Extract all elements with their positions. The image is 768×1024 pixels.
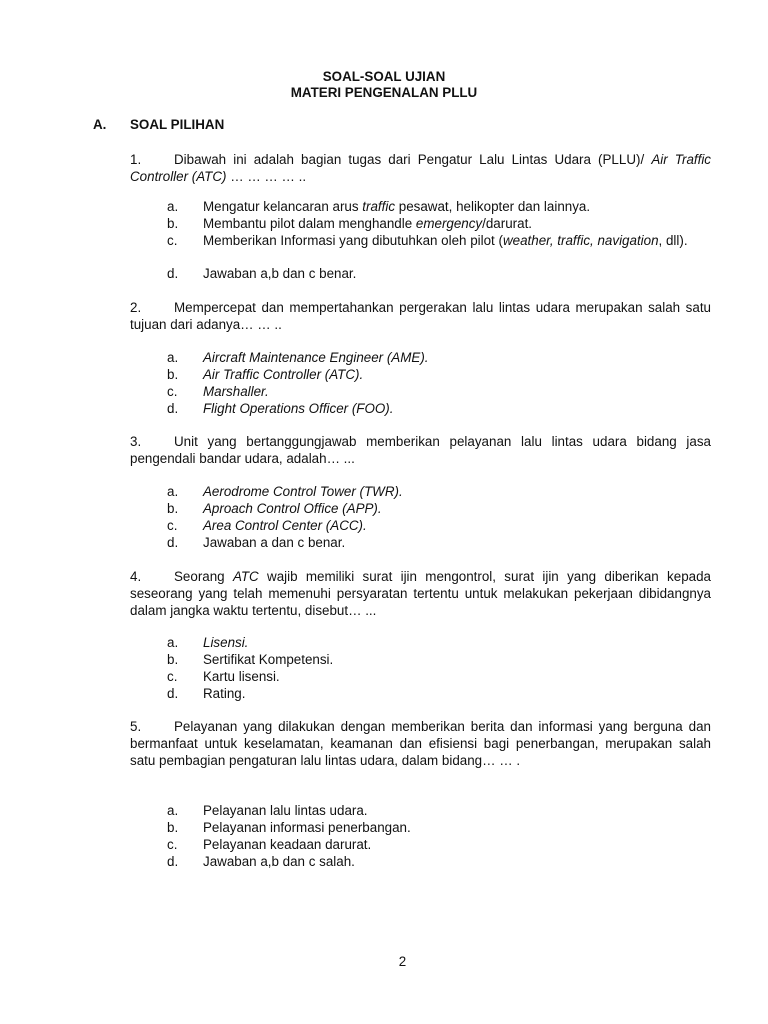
option-text: Mengatur kelancaran arus	[203, 199, 363, 214]
option-letter: c.	[167, 837, 178, 852]
option-5d	[167, 853, 711, 870]
option-text-italic: weather, traffic, navigation	[502, 233, 659, 248]
option-letter: d.	[167, 535, 179, 550]
question-5	[130, 718, 711, 770]
option-text: Rating.	[203, 686, 246, 701]
option-text: Memberikan Informasi yang dibutuhkan oleh pilot (	[203, 233, 503, 248]
question-text: Unit yang bertanggungjawab memberikan pelayanan lalu lintas udara bidang jasa pengendali bandar udara, adalah… ...	[130, 434, 711, 467]
option-text: Marshaller.	[203, 384, 269, 399]
option-letter: d.	[167, 266, 179, 281]
question-number: 5.	[130, 719, 142, 734]
section-letter: A.	[93, 117, 107, 132]
option-letter: c.	[167, 669, 178, 684]
option-letter: a.	[167, 484, 179, 499]
option-letter: b.	[167, 216, 179, 231]
question-text: Mempercepat dan mempertahankan pergerakan lalu lintas udara merupakan salah satu tujuan dari adanya… … ..	[130, 300, 711, 333]
option-4c	[167, 668, 711, 685]
question-1	[130, 151, 711, 185]
option-text: Jawaban a dan c benar.	[203, 535, 346, 550]
option-3c	[167, 517, 711, 534]
question-number: 4.	[130, 569, 142, 584]
question-text-italic: ATC	[232, 569, 259, 584]
option-letter: a.	[167, 350, 179, 365]
option-3a	[167, 483, 711, 500]
question-number: 1.	[130, 152, 142, 167]
option-letter: a.	[167, 803, 179, 818]
option-letter: b.	[167, 501, 179, 516]
option-text: Sertifikat Kompetensi.	[203, 652, 334, 667]
option-letter: c.	[167, 384, 178, 399]
document-subtitle: MATERI PENGENALAN PLLU	[290, 85, 478, 100]
option-3d	[167, 534, 711, 551]
option-2d	[167, 400, 711, 417]
option-1b	[167, 215, 711, 232]
option-letter: c.	[167, 233, 178, 248]
option-2c	[167, 383, 711, 400]
question-number: 3.	[130, 434, 142, 449]
option-text-tail: , dll).	[658, 233, 688, 248]
option-2a	[167, 349, 711, 366]
option-text-italic: traffic	[362, 199, 396, 214]
question-text-tail: wajib memiliki surat ijin mengontrol, surat ijin yang diberikan kepada seseorang yang telah memenuhi persyaratan tertentu untuk melakukan pekerjaan dibidangnya dalam jangka waktu tertentu, disebut… ...	[130, 569, 711, 619]
option-letter: d.	[167, 401, 179, 416]
option-5b	[167, 819, 711, 836]
option-1a	[167, 198, 711, 215]
option-text: Kartu lisensi.	[203, 669, 280, 684]
option-text: Area Control Center (ACC).	[203, 518, 367, 533]
option-text: Aerodrome Control Tower (TWR).	[203, 484, 403, 499]
option-letter: c.	[167, 518, 178, 533]
option-letter: a.	[167, 199, 179, 214]
question-4	[130, 568, 711, 620]
option-5a	[167, 802, 711, 819]
option-4a	[167, 634, 711, 651]
option-text: Jawaban a,b dan c salah.	[203, 854, 355, 869]
option-4d	[167, 685, 711, 702]
option-letter: b.	[167, 367, 179, 382]
option-letter: b.	[167, 820, 179, 835]
question-text-tail: … … … … ..	[226, 169, 307, 185]
option-text: Aircraft Maintenance Engineer (AME).	[203, 350, 429, 365]
option-text: Lisensi.	[203, 635, 249, 650]
question-2	[130, 299, 711, 333]
option-text: Flight Operations Officer (FOO).	[203, 401, 394, 416]
option-4b	[167, 651, 711, 668]
option-text: Air Traffic Controller (ATC).	[203, 367, 364, 382]
option-text: Jawaban a,b dan c benar.	[203, 266, 357, 281]
option-letter: b.	[167, 652, 179, 667]
question-text-italic: Air Traffic Controller (ATC)	[130, 152, 711, 185]
question-number: 2.	[130, 300, 142, 315]
document-title: SOAL-SOAL UJIAN	[322, 69, 446, 84]
question-3	[130, 433, 711, 467]
option-1d	[167, 265, 711, 282]
option-text: Pelayanan keadaan darurat.	[203, 837, 372, 852]
question-text: Dibawah ini adalah bagian tugas dari Pengatur Lalu Lintas Udara (PLLU)/	[174, 152, 645, 167]
option-text-tail: pesawat, helikopter dan lainnya.	[395, 199, 591, 214]
option-text: Aproach Control Office (APP).	[203, 501, 382, 516]
option-3b	[167, 500, 711, 517]
option-1c	[167, 232, 711, 249]
question-text: Seorang	[174, 569, 233, 584]
option-text: Membantu pilot dalam menghandle	[203, 216, 416, 231]
option-text-italic: emergency	[415, 216, 483, 231]
option-text-tail: /darurat.	[482, 216, 533, 231]
option-letter: d.	[167, 686, 179, 701]
option-letter: a.	[167, 635, 179, 650]
option-letter: d.	[167, 854, 179, 869]
question-text: Pelayanan yang dilakukan dengan memberikan berita dan informasi yang berguna dan bermanfaat untuk keselamatan, keamanan dan efisiensi bagi penerbangan, merupakan salah satu pembagian pengaturan lalu lintas udara, dalam bidang… … .	[130, 719, 711, 769]
section-title: SOAL PILIHAN	[130, 117, 225, 132]
page-number: 2	[398, 954, 407, 969]
option-text: Pelayanan informasi penerbangan.	[203, 820, 411, 835]
option-2b	[167, 366, 711, 383]
option-text: Pelayanan lalu lintas udara.	[203, 803, 368, 818]
option-5c	[167, 836, 711, 853]
